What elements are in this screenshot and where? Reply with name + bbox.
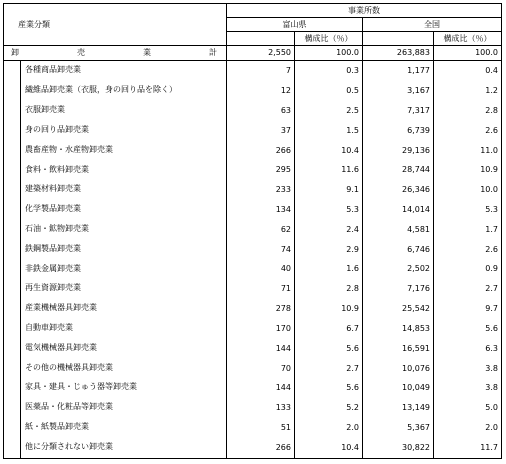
national-ratio: 0.4 — [434, 61, 502, 81]
toyama-ratio: 2.5 — [295, 101, 363, 121]
national-ratio-header: 構成比（％） — [434, 32, 502, 46]
table-row — [4, 279, 502, 299]
national-ratio: 2.6 — [434, 240, 502, 260]
table-row — [4, 359, 502, 379]
national-count: 6,746 — [363, 240, 434, 260]
national-count: 28,744 — [363, 161, 434, 181]
national-count: 5,367 — [363, 418, 434, 438]
national-ratio: 5.0 — [434, 398, 502, 418]
total-row — [4, 46, 502, 61]
toyama-ratio: 0.5 — [295, 81, 363, 101]
table-row — [4, 319, 502, 339]
toyama-count: 63 — [227, 101, 295, 121]
table-row — [4, 438, 502, 459]
national-count: 7,317 — [363, 101, 434, 121]
toyama-ratio: 2.0 — [295, 418, 363, 438]
industry-label: 他に分類されない卸売業 — [4, 438, 227, 459]
toyama-count: 233 — [227, 180, 295, 200]
toyama-ratio: 10.9 — [295, 299, 363, 319]
industry-label: 繊維品卸売業（衣服，身の回り品を除く） — [4, 81, 227, 101]
national-ratio: 9.7 — [434, 299, 502, 319]
toyama-ratio: 6.7 — [295, 319, 363, 339]
national-count: 14,014 — [363, 200, 434, 220]
national-ratio: 0.9 — [434, 260, 502, 280]
toyama-count: 62 — [227, 220, 295, 240]
toyama-count-header — [227, 32, 295, 46]
toyama-count: 295 — [227, 161, 295, 181]
table-row — [4, 260, 502, 280]
toyama-ratio: 2.7 — [295, 359, 363, 379]
toyama-count: 40 — [227, 260, 295, 280]
toyama-count: 170 — [227, 319, 295, 339]
total-national: 263,883 — [363, 46, 434, 61]
industry-label: 衣服卸売業 — [4, 101, 227, 121]
national-ratio: 11.7 — [434, 438, 502, 459]
total-toyama: 2,550 — [227, 46, 295, 61]
industry-label: 食料・飲料卸売業 — [4, 161, 227, 181]
toyama-count: 278 — [227, 299, 295, 319]
national-ratio: 1.7 — [434, 220, 502, 240]
table-row — [4, 161, 502, 181]
table-row — [4, 299, 502, 319]
national-header: 全国 — [363, 18, 502, 32]
toyama-count: 74 — [227, 240, 295, 260]
national-ratio: 2.8 — [434, 101, 502, 121]
toyama-count: 12 — [227, 81, 295, 101]
national-count: 7,176 — [363, 279, 434, 299]
national-count: 6,739 — [363, 121, 434, 141]
toyama-ratio: 2.4 — [295, 220, 363, 240]
toyama-count: 51 — [227, 418, 295, 438]
toyama-count: 266 — [227, 141, 295, 161]
establishments-header: 事業所数 — [227, 4, 502, 18]
toyama-ratio: 5.3 — [295, 200, 363, 220]
industry-label: 産業機械器具卸売業 — [4, 299, 227, 319]
national-count: 3,167 — [363, 81, 434, 101]
national-count: 30,822 — [363, 438, 434, 459]
table-row — [4, 101, 502, 121]
national-ratio: 2.6 — [434, 121, 502, 141]
toyama-count: 71 — [227, 279, 295, 299]
total-national-ratio: 100.0 — [434, 46, 502, 61]
national-count: 25,542 — [363, 299, 434, 319]
toyama-count: 144 — [227, 378, 295, 398]
toyama-ratio: 0.3 — [295, 61, 363, 81]
national-ratio: 10.9 — [434, 161, 502, 181]
wholesale-establishments-table — [3, 3, 502, 459]
toyama-count: 144 — [227, 339, 295, 359]
toyama-ratio: 5.2 — [295, 398, 363, 418]
national-ratio: 10.0 — [434, 180, 502, 200]
toyama-ratio: 11.6 — [295, 161, 363, 181]
category-header: 産業分類 — [4, 4, 227, 46]
toyama-header: 富山県 — [227, 18, 363, 32]
national-count: 10,049 — [363, 378, 434, 398]
national-count: 14,853 — [363, 319, 434, 339]
national-count: 2,502 — [363, 260, 434, 280]
toyama-count: 133 — [227, 398, 295, 418]
industry-label: 農畜産物・水産物卸売業 — [4, 141, 227, 161]
table-row — [4, 141, 502, 161]
national-count-header — [363, 32, 434, 46]
table-row — [4, 378, 502, 398]
table-row — [4, 121, 502, 141]
national-count: 26,346 — [363, 180, 434, 200]
national-ratio: 3.8 — [434, 359, 502, 379]
national-ratio: 3.8 — [434, 378, 502, 398]
industry-label: 家具・建具・じゅう器等卸売業 — [4, 378, 227, 398]
toyama-count: 37 — [227, 121, 295, 141]
national-ratio: 2.0 — [434, 418, 502, 438]
national-ratio: 6.3 — [434, 339, 502, 359]
toyama-ratio: 2.8 — [295, 279, 363, 299]
industry-label: 自動車卸売業 — [4, 319, 227, 339]
national-count: 29,136 — [363, 141, 434, 161]
national-count: 16,591 — [363, 339, 434, 359]
national-count: 1,177 — [363, 61, 434, 81]
industry-label: 非鉄金属卸売業 — [4, 260, 227, 280]
national-ratio: 5.6 — [434, 319, 502, 339]
table-row — [4, 220, 502, 240]
toyama-count: 266 — [227, 438, 295, 459]
national-ratio: 1.2 — [434, 81, 502, 101]
national-count: 13,149 — [363, 398, 434, 418]
industry-label: 電気機械器具卸売業 — [4, 339, 227, 359]
toyama-ratio: 1.5 — [295, 121, 363, 141]
national-ratio: 11.0 — [434, 141, 502, 161]
industry-label: その他の機械器具卸売業 — [4, 359, 227, 379]
industry-label: 鉄鋼製品卸売業 — [4, 240, 227, 260]
industry-label: 紙・紙製品卸売業 — [4, 418, 227, 438]
national-count: 10,076 — [363, 359, 434, 379]
total-label: 卸 売 業 計 — [4, 46, 227, 61]
toyama-ratio: 10.4 — [295, 438, 363, 459]
industry-label: 再生資源卸売業 — [4, 279, 227, 299]
toyama-ratio: 9.1 — [295, 180, 363, 200]
toyama-count: 134 — [227, 200, 295, 220]
table-row — [4, 398, 502, 418]
industry-label: 医薬品・化粧品等卸売業 — [4, 398, 227, 418]
table-row — [4, 200, 502, 220]
toyama-ratio-header: 構成比（％） — [295, 32, 363, 46]
industry-label: 身の回り品卸売業 — [4, 121, 227, 141]
national-ratio: 5.3 — [434, 200, 502, 220]
toyama-count: 70 — [227, 359, 295, 379]
toyama-ratio: 1.6 — [295, 260, 363, 280]
table-row — [4, 61, 502, 81]
toyama-ratio: 10.4 — [295, 141, 363, 161]
industry-label: 各種商品卸売業 — [4, 61, 227, 81]
industry-label: 化学製品卸売業 — [4, 200, 227, 220]
table-row — [4, 180, 502, 200]
toyama-ratio: 2.9 — [295, 240, 363, 260]
total-toyama-ratio: 100.0 — [295, 46, 363, 61]
table-row — [4, 418, 502, 438]
toyama-count: 7 — [227, 61, 295, 81]
national-count: 4,581 — [363, 220, 434, 240]
industry-label: 建築材料卸売業 — [4, 180, 227, 200]
national-ratio: 2.7 — [434, 279, 502, 299]
industry-label: 石油・鉱物卸売業 — [4, 220, 227, 240]
table-row — [4, 339, 502, 359]
table-row — [4, 240, 502, 260]
toyama-ratio: 5.6 — [295, 339, 363, 359]
table-row — [4, 81, 502, 101]
toyama-ratio: 5.6 — [295, 378, 363, 398]
